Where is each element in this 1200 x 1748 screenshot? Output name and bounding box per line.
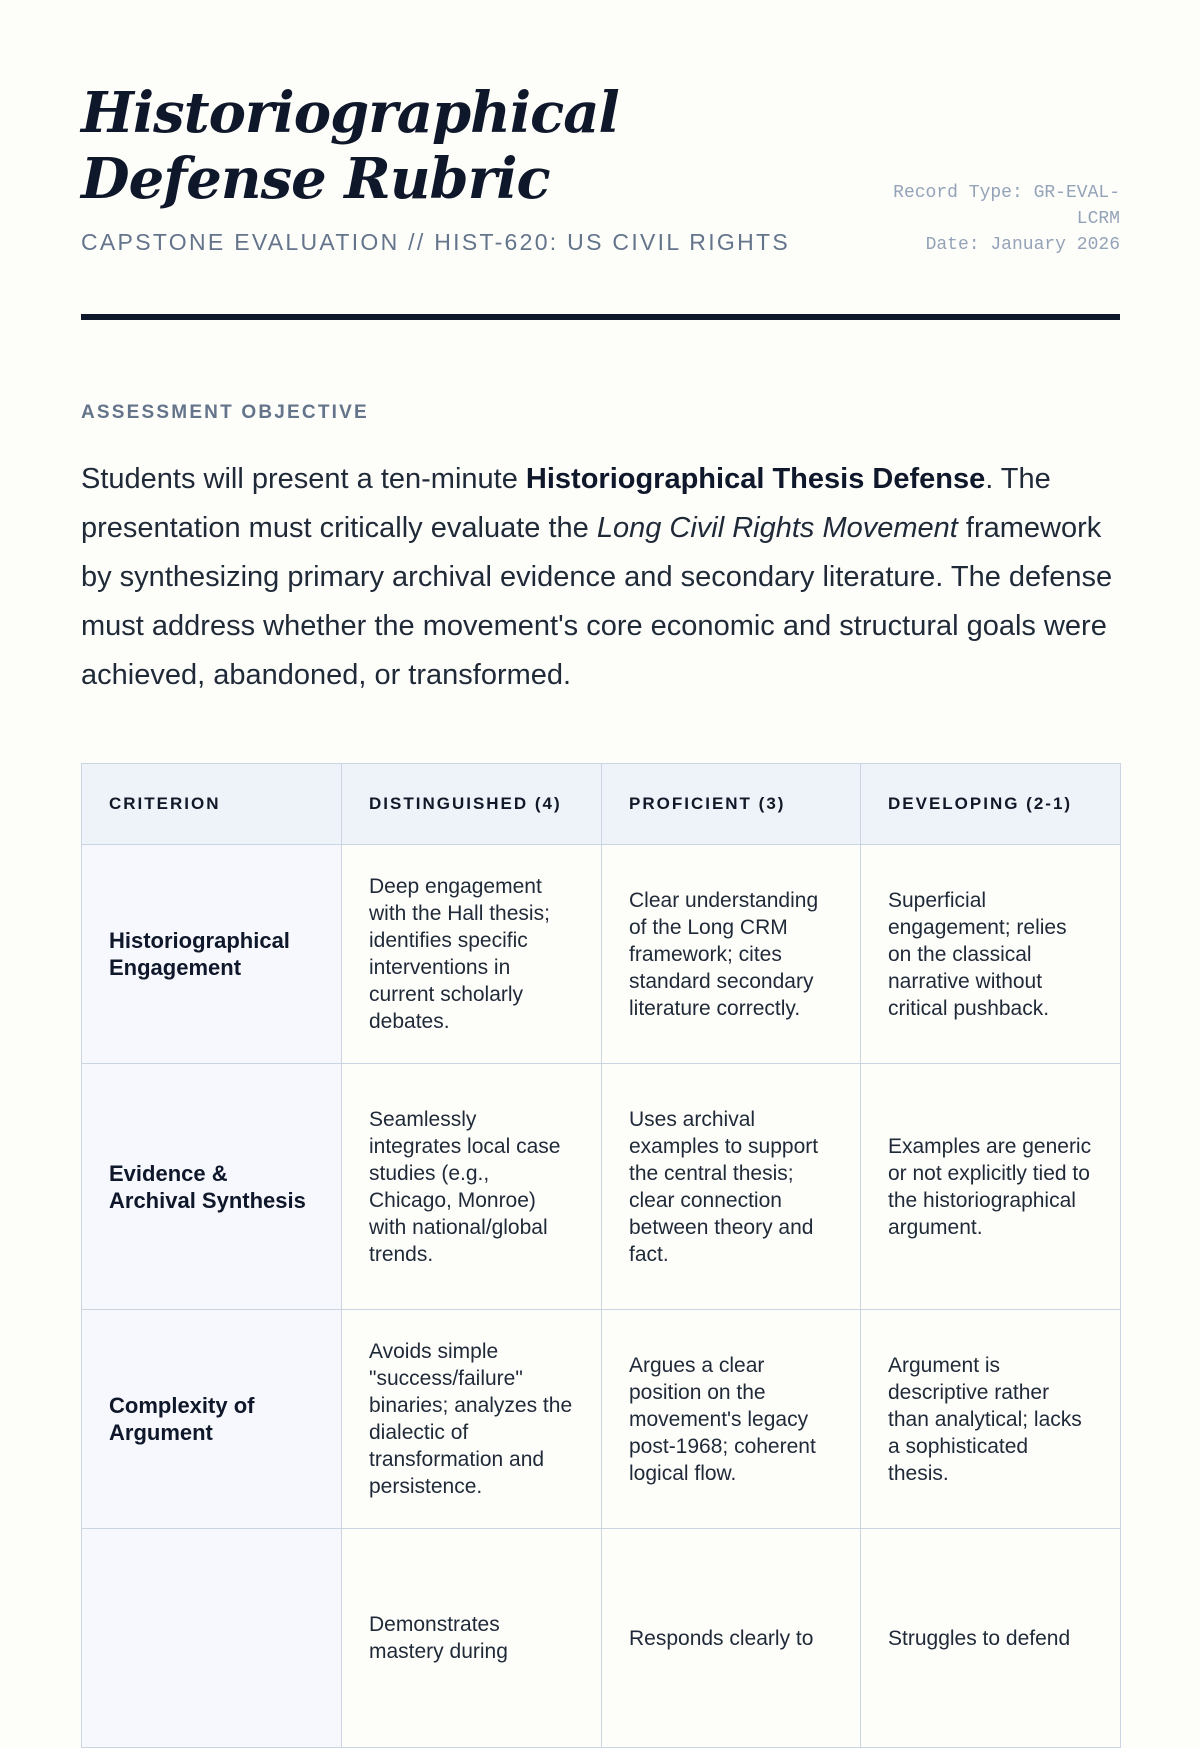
developing-cell: Superficial engagement; relies on the classical narrative without critical pushback.: [861, 845, 1121, 1064]
header-distinguished: DISTINGUISHED (4): [342, 764, 602, 845]
distinguished-cell: Seamlessly integrates local case studies (e.g., Chicago, Monroe) with national/global trends.: [342, 1064, 602, 1310]
document-title: Historiographical Defense Rubric: [81, 80, 619, 212]
header-developing: DEVELOPING (2-1): [861, 764, 1121, 845]
table-row: [82, 1064, 1121, 1310]
objective-label: ASSESSMENT OBJECTIVE: [81, 402, 369, 423]
developing-cell: Struggles to defend: [861, 1529, 1121, 1748]
header-proficient: PROFICIENT (3): [602, 764, 861, 845]
developing-cell: Argument is descriptive rather than analytical; lacks a sophisticated thesis.: [861, 1310, 1121, 1529]
rubric-table: [81, 763, 1121, 1748]
criterion-cell: Evidence & Archival Synthesis: [82, 1064, 342, 1310]
table-row: [82, 1310, 1121, 1529]
objective-italic-term: Long Civil Rights Movement: [596, 512, 958, 544]
proficient-cell: Clear understanding of the Long CRM framework; cites standard secondary literature correctly.: [602, 845, 861, 1064]
record-type: Record Type: GR-EVAL-LCRM: [893, 183, 1120, 229]
distinguished-cell: Demonstrates mastery during: [342, 1529, 602, 1748]
record-meta: [850, 180, 1120, 258]
proficient-cell: Uses archival examples to support the central thesis; clear connection between theory and fact.: [602, 1064, 861, 1310]
record-date: Date: January 2026: [925, 235, 1120, 255]
table-row: [82, 1529, 1121, 1748]
criterion-cell: Complexity of Argument: [82, 1310, 342, 1529]
proficient-cell: Argues a clear position on the movement's legacy post-1968; coherent logical flow.: [602, 1310, 861, 1529]
objective-text-part: Students will present a ten-minute: [81, 463, 526, 495]
rubric-page: [81, 0, 1120, 1663]
document-header: [81, 0, 1120, 322]
header-divider: [81, 314, 1120, 320]
header-criterion: CRITERION: [82, 764, 342, 845]
objective-text-part: framework by synthesizing primary archival evidence and secondary literature. The defense must address whether the movement's core economic and structural goals were achieved, abandoned, or transformed.: [81, 512, 1113, 691]
document-subtitle: CAPSTONE EVALUATION // HIST-620: US CIVIL RIGHTS: [81, 229, 790, 255]
distinguished-cell: Avoids simple "success/failure" binaries; analyzes the dialectic of transformation and persistence.: [342, 1310, 602, 1529]
objective-bold-term: Historiographical Thesis Defense: [525, 463, 986, 495]
objective-text-part: . The presentation must critically evaluate the: [81, 463, 1051, 544]
objective-text: [81, 455, 1126, 700]
table-header-row: [82, 764, 1121, 845]
distinguished-cell: Deep engagement with the Hall thesis; identifies specific interventions in current scholarly debates.: [342, 845, 602, 1064]
criterion-cell: [82, 1529, 342, 1748]
table-row: [82, 845, 1121, 1064]
criterion-cell: Historiographical Engagement: [82, 845, 342, 1064]
proficient-cell: Responds clearly to: [602, 1529, 861, 1748]
developing-cell: Examples are generic or not explicitly tied to the historiographical argument.: [861, 1064, 1121, 1310]
